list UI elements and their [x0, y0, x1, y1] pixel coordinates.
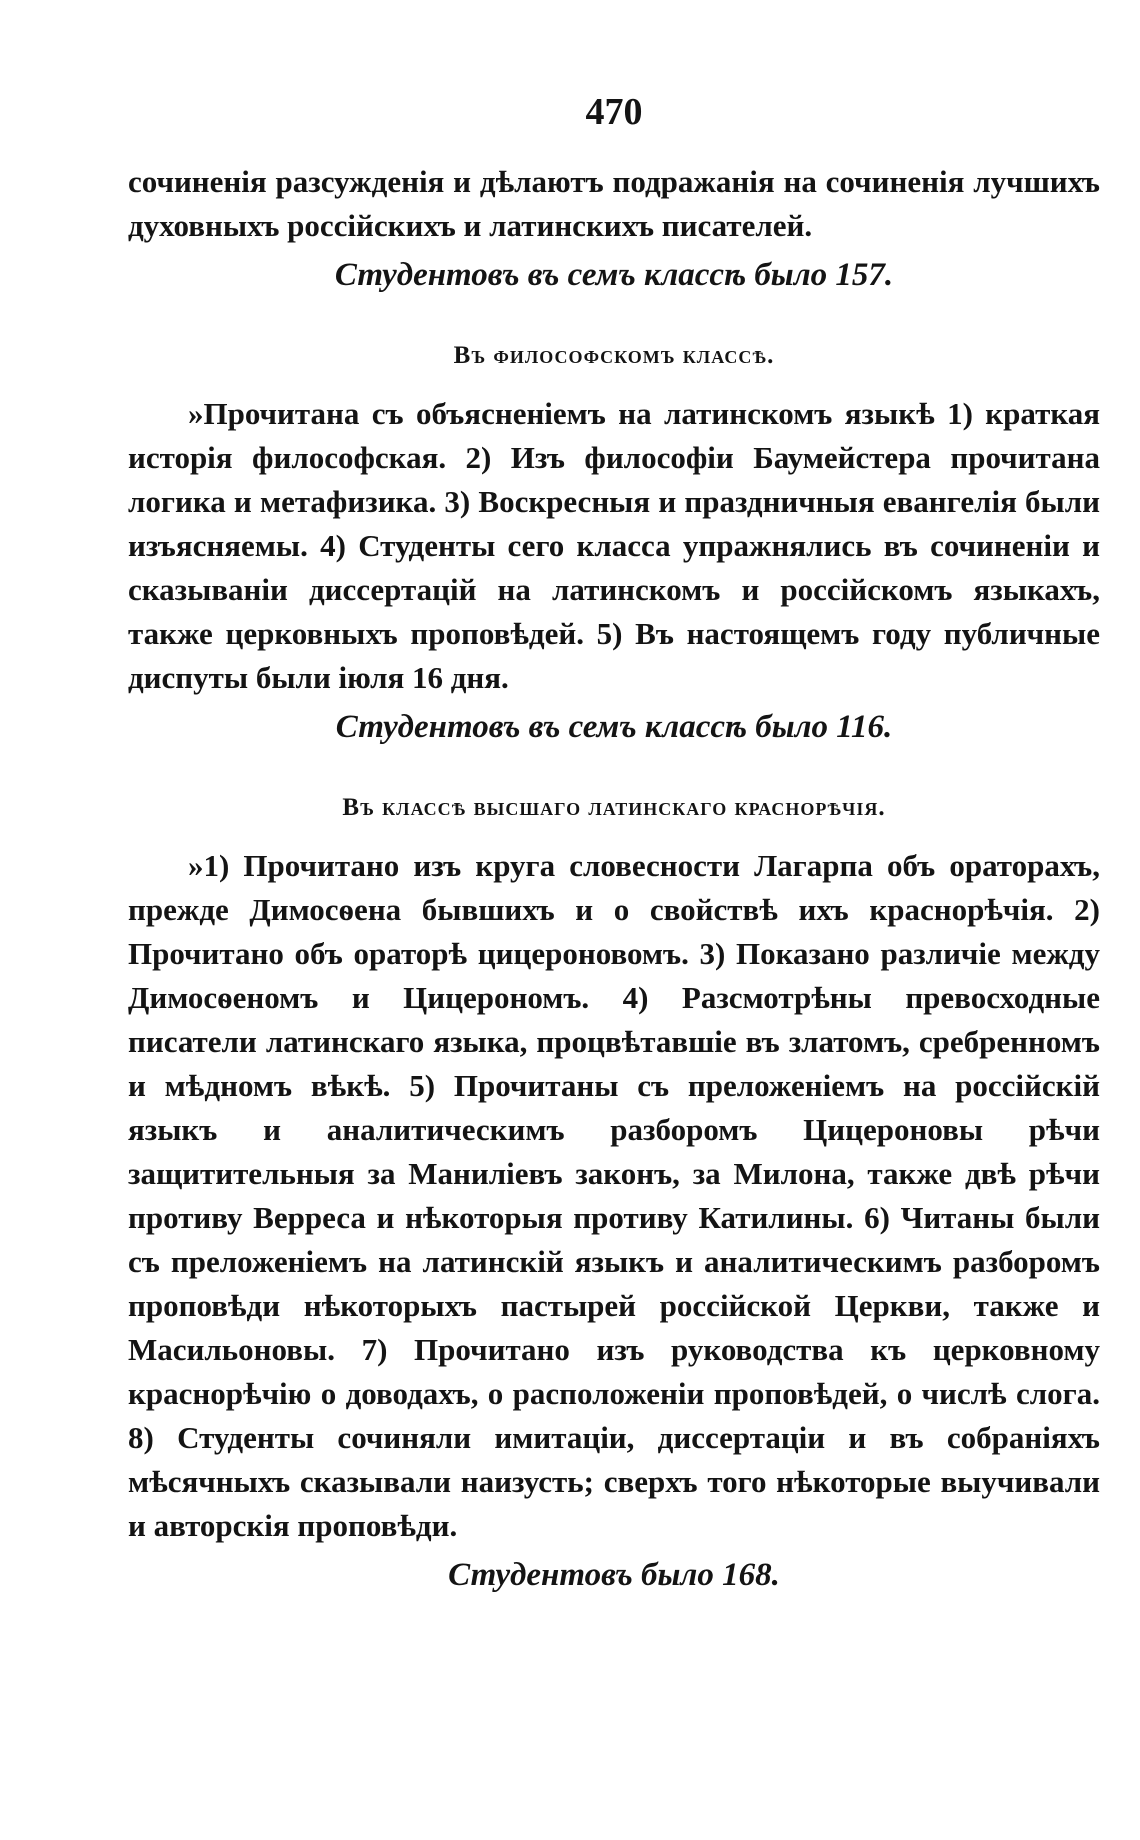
section-heading-eloquence: Въ классѣ высшаго латинскаго краснорѣчія. — [342, 794, 886, 821]
eloquence-student-count: Студентовъ было 168. — [448, 1557, 780, 1593]
philosophy-student-count: Студентовъ въ семъ классѣ было 116. — [335, 709, 893, 745]
book-page — [128, 82, 1100, 1598]
eloquence-paragraph: »1) Прочитано изъ круга словесности Лагарпа объ ораторахъ, прежде Димосѳена бывшихъ и о свойствѣ ихъ краснорѣчія. 2) Прочитано объ ораторѣ цицероновомъ. 3) Показано различіе между Димосѳеномъ и Цицерономъ. 4) Разсмотрѣны превосходные писатели латинскаго языка, процвѣтавшіе въ златомъ, сребренномъ и мѣдномъ вѣкѣ. 5) Прочитаны съ преложеніемъ на россійскій языкъ и аналитическимъ разборомъ Цицероновы рѣчи защитительныя за Маниліевъ законъ, за Милона, также двѣ рѣчи противу Верреса и нѣкоторыя противу Катилины. 6) Читаны были съ преложеніемъ на латинскій языкъ и аналитическимъ разборомъ проповѣди нѣкоторыхъ пастырей россійской Церкви, также и Масильоновы. 7) Прочитано изъ руководства къ церковному краснорѣчію о доводахъ, о расположеніи проповѣдей, о числѣ слога. 8) Студенты сочиняли имитаціи, диссертаціи и въ собраніяхъ мѣсячныхъ сказывали наизусть; сверхъ того нѣкоторые выучивали и авторскія проповѣди. — [128, 848, 1100, 1543]
section-heading-philosophy: Въ философскомъ классѣ. — [453, 342, 775, 369]
page-number: 470 — [585, 91, 643, 133]
intro-student-count: Студентовъ въ семъ классѣ было 157. — [334, 257, 894, 293]
philosophy-paragraph: »Прочитана съ объясненіемъ на латинскомъ языкѣ 1) краткая исторія философская. 2) Изъ философіи Баумейстера прочитана логика и метафизика. 3) Воскресныя и праздничныя евангелія были изъясняемы. 4) Студенты сего класса упражнялись въ сочиненіи и сказываніи диссертацій на латинскомъ и россійскомъ языкахъ, также церковныхъ проповѣдей. 5) Въ настоящемъ году публичные диспуты были іюля 16 дня. — [128, 396, 1100, 695]
intro-paragraph: сочиненія разсужденія и дѣлаютъ подражанія на сочиненія лучшихъ духовныхъ россійскихъ и латинскихъ писателей. — [128, 164, 1100, 243]
